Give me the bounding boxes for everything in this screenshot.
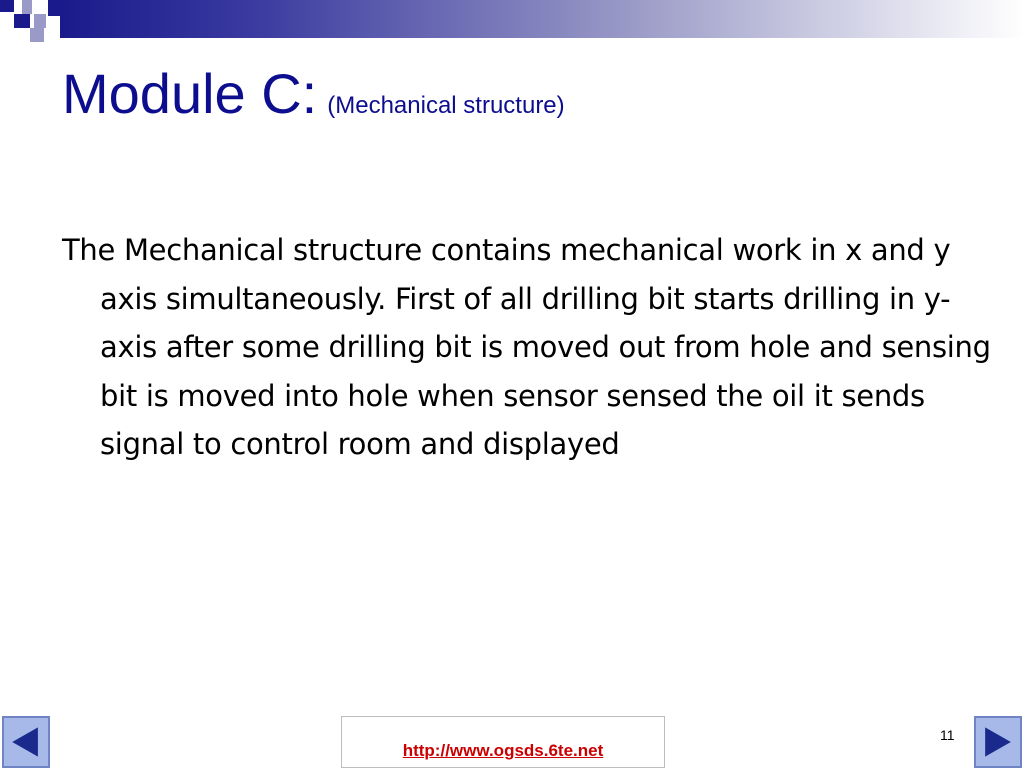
decor-square-4 — [34, 14, 46, 28]
slide-title-sub: (Mechanical structure) — [327, 92, 565, 119]
slide-body-text: The Mechanical structure contains mechanical work in x and y axis simultaneously. First of all drilling bit starts drilling in y-axis after some drilling bit is moved out from hole and sensing bit is moved into hole when sensor sensed the oil it sends signal to control room and displayed — [62, 233, 991, 461]
decor-square-3 — [14, 14, 30, 28]
next-slide-button[interactable] — [974, 716, 1022, 768]
triangle-left-icon — [4, 718, 48, 766]
header-gradient-bar — [60, 0, 1024, 38]
decor-square-5 — [48, 0, 60, 16]
footer-url-box — [341, 716, 665, 768]
page-number: 11 — [940, 727, 955, 743]
slide-title — [62, 62, 565, 126]
triangle-right-icon — [976, 718, 1020, 766]
decor-square-2 — [22, 0, 32, 14]
decor-square-1 — [0, 0, 14, 12]
website-link[interactable]: http://www.ogsds.6te.net — [402, 741, 604, 760]
decor-square-6 — [30, 28, 44, 42]
slide-title-main: Module C: — [62, 62, 318, 125]
previous-slide-button[interactable] — [2, 716, 50, 768]
